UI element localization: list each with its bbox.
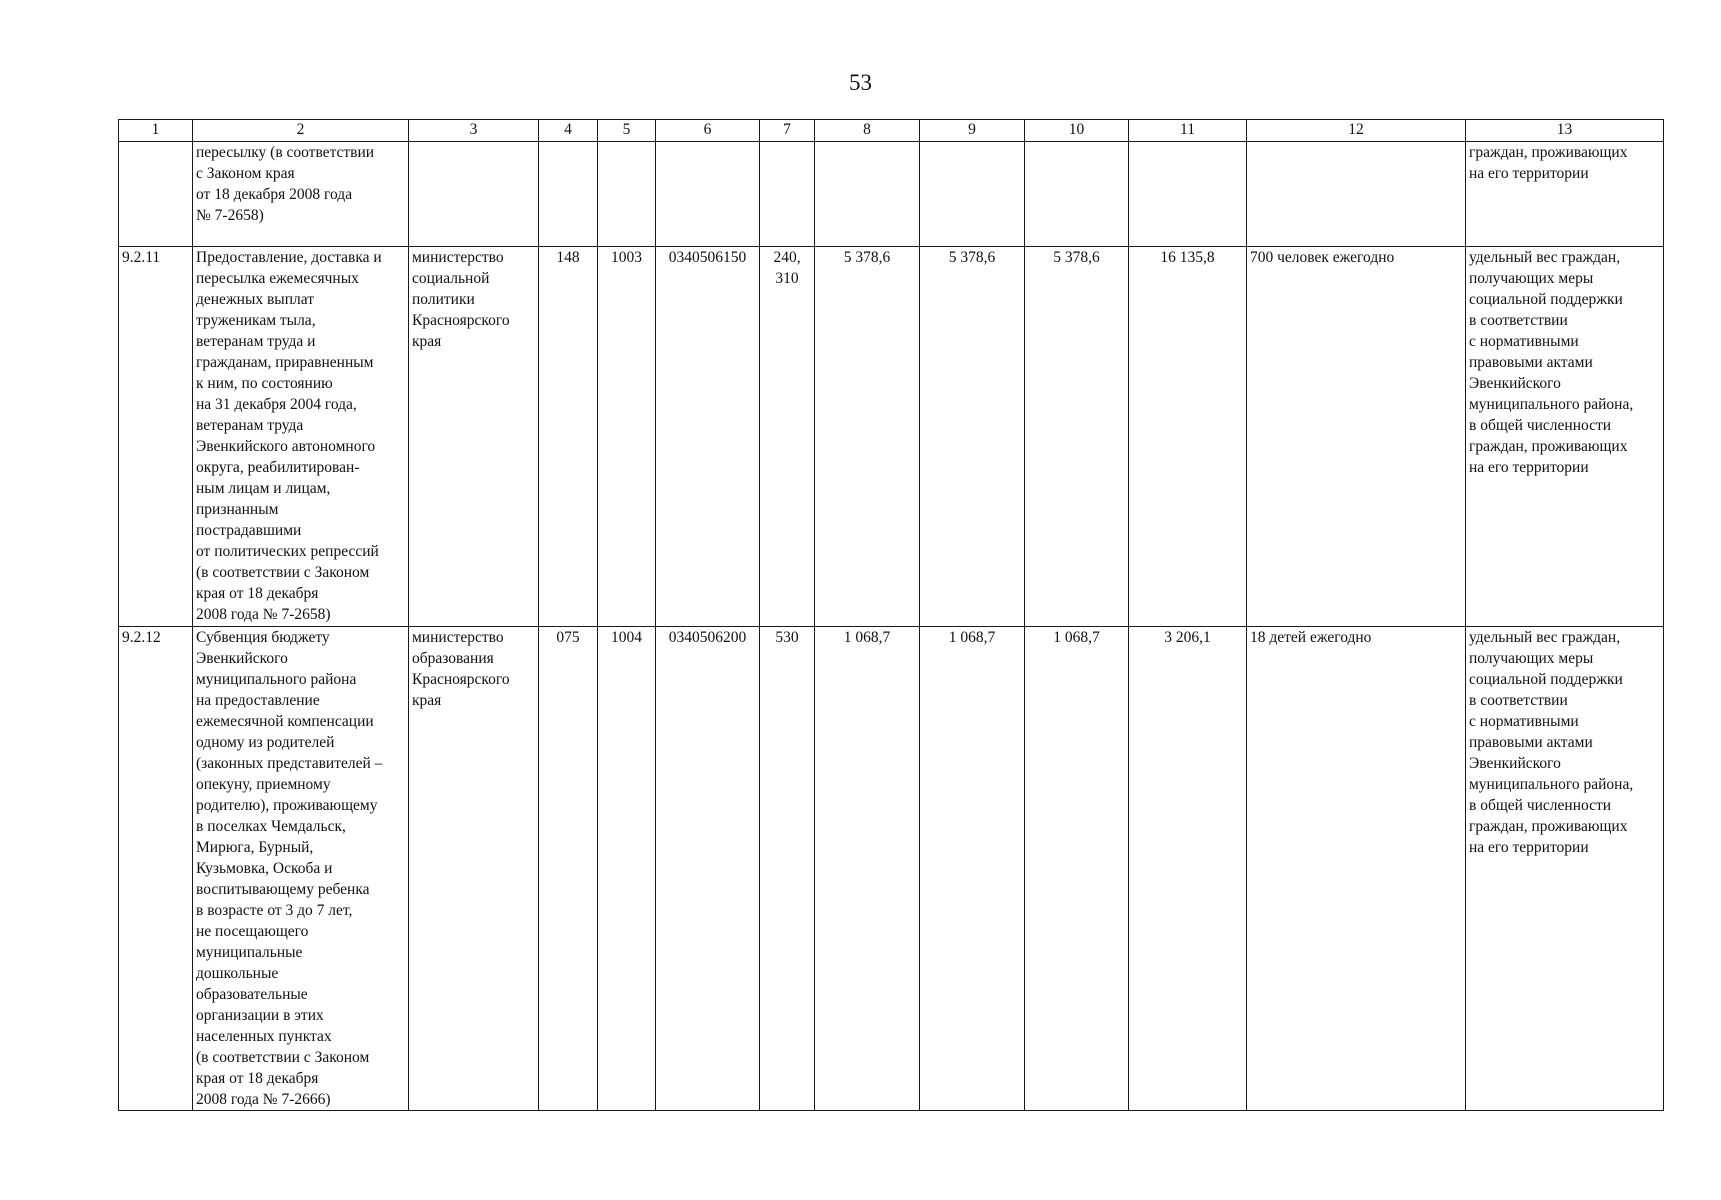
responsible-body: министерство образования Красноярского края [409,627,539,1111]
table-row-continuation [119,142,1664,247]
code-target: 0340506150 [656,247,760,627]
budget-table [118,119,1664,1111]
item-number [119,142,193,247]
column-header: 7 [760,120,815,142]
amount-year-2 [920,142,1025,247]
table-row-9-2-11 [119,247,1664,627]
item-description: пересылку (в соответствии с Законом края от 18 декабря 2008 года № 7-2658) [193,142,409,247]
responsible-body: министерство социальной политики Красноярского края [409,247,539,627]
column-header: 2 [193,120,409,142]
amount-total: 3 206,1 [1129,627,1247,1111]
amount-year-1: 1 068,7 [815,627,920,1111]
item-description: Предоставление, доставка и пересылка ежемесячных денежных выплат труженикам тыла, ветеранам труда и гражданам, приравненным к ним, по состоянию на 31 декабря 2004 года, ветеранам труда Эвенкийского автономного округа, реабилитирован- ным лицам и лицам, признанным пострадавшими от политических репрессий (в соответствии с Законом края от 18 декабря 2008 года № 7-2658) [193,247,409,627]
amount-year-1: 5 378,6 [815,247,920,627]
column-header: 10 [1025,120,1129,142]
indicator: удельный вес граждан, получающих меры социальной поддержки в соответствии с нормативными правовыми актами Эвенкийского муниципального района, в общей численности граждан, проживающих на его территории [1466,627,1664,1111]
amount-year-2: 5 378,6 [920,247,1025,627]
column-header: 1 [119,120,193,142]
page-number: 53 [849,70,872,95]
item-number: 9.2.11 [119,247,193,627]
responsible-body [409,142,539,247]
column-header: 11 [1129,120,1247,142]
code-expense-type: 240, 310 [760,247,815,627]
code-section: 1003 [598,247,656,627]
column-header: 6 [656,120,760,142]
indicator: граждан, проживающих на его территории [1466,142,1664,247]
amount-year-3: 1 068,7 [1025,627,1129,1111]
item-description: Субвенция бюджету Эвенкийского муниципального района на предоставление ежемесячной компенсации одному из родителей (законных представителей – опекуну, приемному родителю), проживающему в поселках Чемдальск, Мирюга, Бурный, Кузьмовка, Оскоба и воспитывающему ребенка в возрасте от 3 до 7 лет, не посещающего муниципальные дошкольные образовательные организации в этих населенных пунктах (в соответствии с Законом края от 18 декабря 2008 года № 7-2666) [193,627,409,1111]
code-section [598,142,656,247]
item-number: 9.2.12 [119,627,193,1111]
amount-year-3 [1025,142,1129,247]
amount-year-1 [815,142,920,247]
column-header: 12 [1247,120,1466,142]
indicator: удельный вес граждан, получающих меры социальной поддержки в соответствии с нормативными правовыми актами Эвенкийского муниципального района, в общей численности граждан, проживающих на его территории [1466,247,1664,627]
column-header: 5 [598,120,656,142]
expected-result: 18 детей ежегодно [1247,627,1466,1111]
amount-year-3: 5 378,6 [1025,247,1129,627]
expected-result [1247,142,1466,247]
code-grbs: 148 [539,247,598,627]
column-header: 13 [1466,120,1664,142]
column-header: 4 [539,120,598,142]
column-header: 8 [815,120,920,142]
code-expense-type: 530 [760,627,815,1111]
column-header: 3 [409,120,539,142]
code-target [656,142,760,247]
code-grbs [539,142,598,247]
amount-total [1129,142,1247,247]
code-grbs: 075 [539,627,598,1111]
amount-year-2: 1 068,7 [920,627,1025,1111]
code-target: 0340506200 [656,627,760,1111]
column-header: 9 [920,120,1025,142]
column-number-row [119,120,1664,142]
expected-result: 700 человек ежегодно [1247,247,1466,627]
table-row-9-2-12 [119,627,1664,1111]
amount-total: 16 135,8 [1129,247,1247,627]
code-section: 1004 [598,627,656,1111]
code-expense-type [760,142,815,247]
